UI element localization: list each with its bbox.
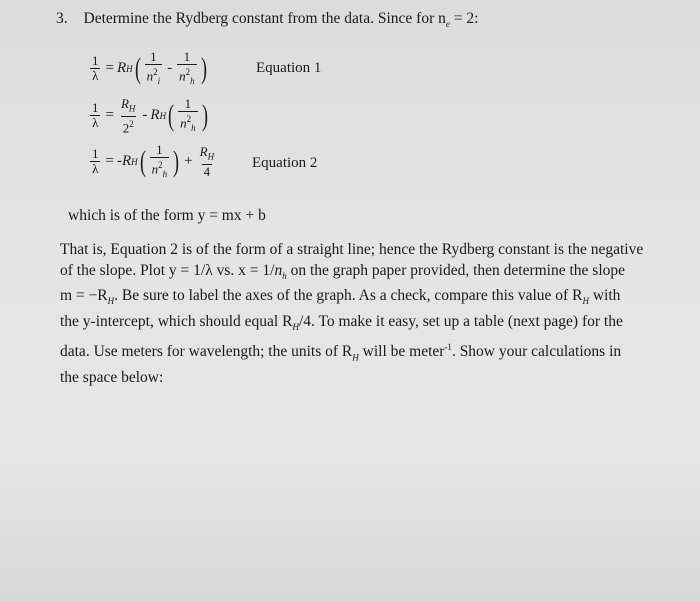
equation-2: $\frac{1}{\lambda}$ = -R H ( $\frac{1}{n^2_h}$ ) + $\frac{R_H}{4}$	[92, 142, 215, 179]
form-statement: which is of the form y = mx + b	[68, 207, 266, 224]
eq1-term-1: $\frac{1}{n^2_i}$	[146, 49, 161, 86]
question-number: 3.	[56, 10, 68, 27]
equation-1-label: Equation 1	[256, 60, 322, 76]
equation-1: $\frac{1}{\lambda}$ = R H ( $\frac{1}{n^2_i}$ - $\frac{1}{n^2_h}$ )	[92, 49, 207, 86]
eq1-lhs-fraction: $\frac{1}{\lambda}$	[92, 53, 99, 84]
question-header	[56, 10, 478, 29]
prompt-tail: = 2:	[449, 10, 479, 27]
prompt-subscript: e	[445, 19, 450, 30]
equation-2-label: Equation 2	[252, 155, 318, 171]
question-prompt: Determine the Rydberg constant from the data. Since for n	[83, 10, 446, 27]
eq1-term-2: $\frac{1}{n^2_h}$	[179, 49, 195, 86]
equation-intermediate: $\frac{1}{\lambda}$ = $\frac{R_H}{2^2}$ - R H ( $\frac{1}{n^2_h}$ )	[92, 96, 208, 135]
instructions-paragraph: That is, Equation 2 is of the form of a straight line; hence the Rydberg constant is the negative of the slope. Plot y = 1/λ vs. $x = 1/n_h$ on the graph paper provided, then determine the slope $m = -R_H$. Be sure to label the axes of the graph. As a check, compare this value of $R_H$ with the y-intercept, which should equal $R_H/4$. To make it easy, set up a table (next page) for the data. Use meters for wavelength; the units of $R_H$ will be meter$^{-1}$. Show your calculations in the space below:	[60, 241, 644, 387]
